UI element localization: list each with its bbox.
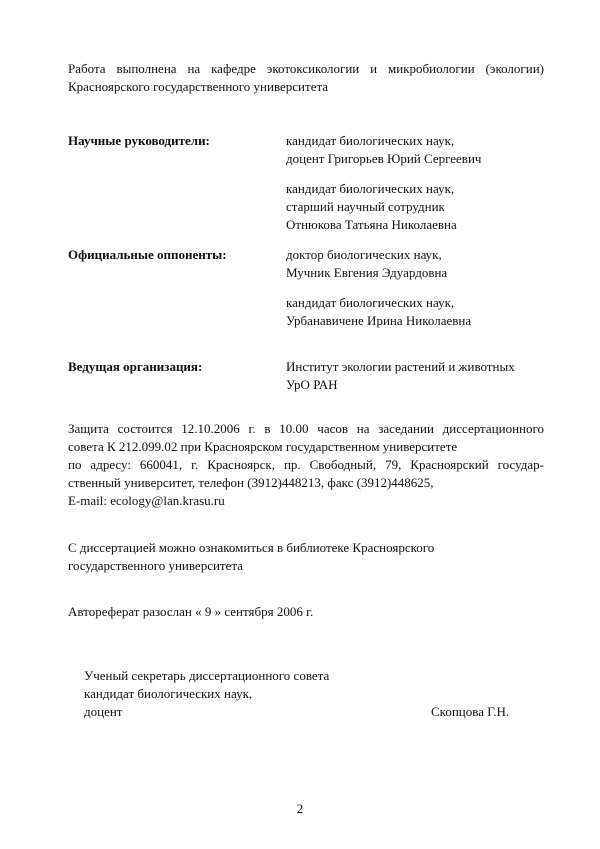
supervisor-1	[286, 132, 481, 168]
opponent-1-degree: доктор биологических наук,	[286, 247, 442, 262]
intro-line-1: Работа выполнена на кафедре экотоксикологии и микробиологии (экологии)	[68, 61, 544, 76]
opponent-1-name: Мучник Евгения Эдуардовна	[286, 265, 448, 280]
supervisor-2	[286, 180, 457, 234]
secretary-degree: кандидат биологических наук,	[84, 686, 253, 701]
supervisor-1-name: доцент Григорьев Юрий Сергеевич	[286, 151, 482, 166]
secretary-position: доцент	[84, 704, 123, 719]
lead-org-line-1: Институт экологии растений и животных	[286, 359, 515, 374]
library-line-2: государственного университета	[68, 558, 243, 573]
library-line-1: С диссертацией можно ознакомиться в библиотеке Красноярского	[68, 540, 435, 555]
supervisor-2-position: старший научный сотрудник	[286, 199, 445, 214]
opponents-label: Официальные оппоненты:	[68, 247, 227, 262]
lead-org-label: Ведущая организация:	[68, 359, 203, 374]
supervisors-label: Научные руководители:	[68, 133, 210, 148]
defense-line-1: Защита состоится 12.10.2006 г. в 10.00 часов на заседании диссертационного	[68, 421, 544, 436]
lead-org	[286, 358, 515, 394]
opponent-1	[286, 246, 447, 282]
secretary-title: Ученый секретарь диссертационного совета	[84, 668, 330, 683]
defense-line-4: ственный университет, телефон (3912)448213, факс (3912)448625,	[68, 475, 434, 490]
supervisor-2-degree: кандидат биологических наук,	[286, 181, 455, 196]
secretary-name: Скопцова Г.Н.	[431, 704, 510, 719]
opponent-2	[286, 294, 471, 330]
opponent-2-degree: кандидат биологических наук,	[286, 295, 455, 310]
page-number: 2	[296, 801, 304, 816]
sent-date: Автореферат разослан « 9 » сентября 2006 г.	[68, 604, 314, 619]
defense-email: E-mail: ecology@lan.krasu.ru	[68, 493, 225, 508]
intro-line-2: Красноярского государственного университета	[68, 79, 329, 94]
defense-line-3: по адресу: 660041, г. Красноярск, пр. Свободный, 79, Красноярский государ-	[68, 457, 544, 472]
opponent-2-name: Урбанавичене Ирина Николаевна	[286, 313, 472, 328]
supervisor-2-name: Отнюкова Татьяна Николаевна	[286, 217, 457, 232]
supervisor-1-degree: кандидат биологических наук,	[286, 133, 455, 148]
lead-org-line-2: УрО РАН	[286, 377, 338, 392]
defense-line-2: совета К 212.099.02 при Красноярском государственном университете	[68, 439, 458, 454]
